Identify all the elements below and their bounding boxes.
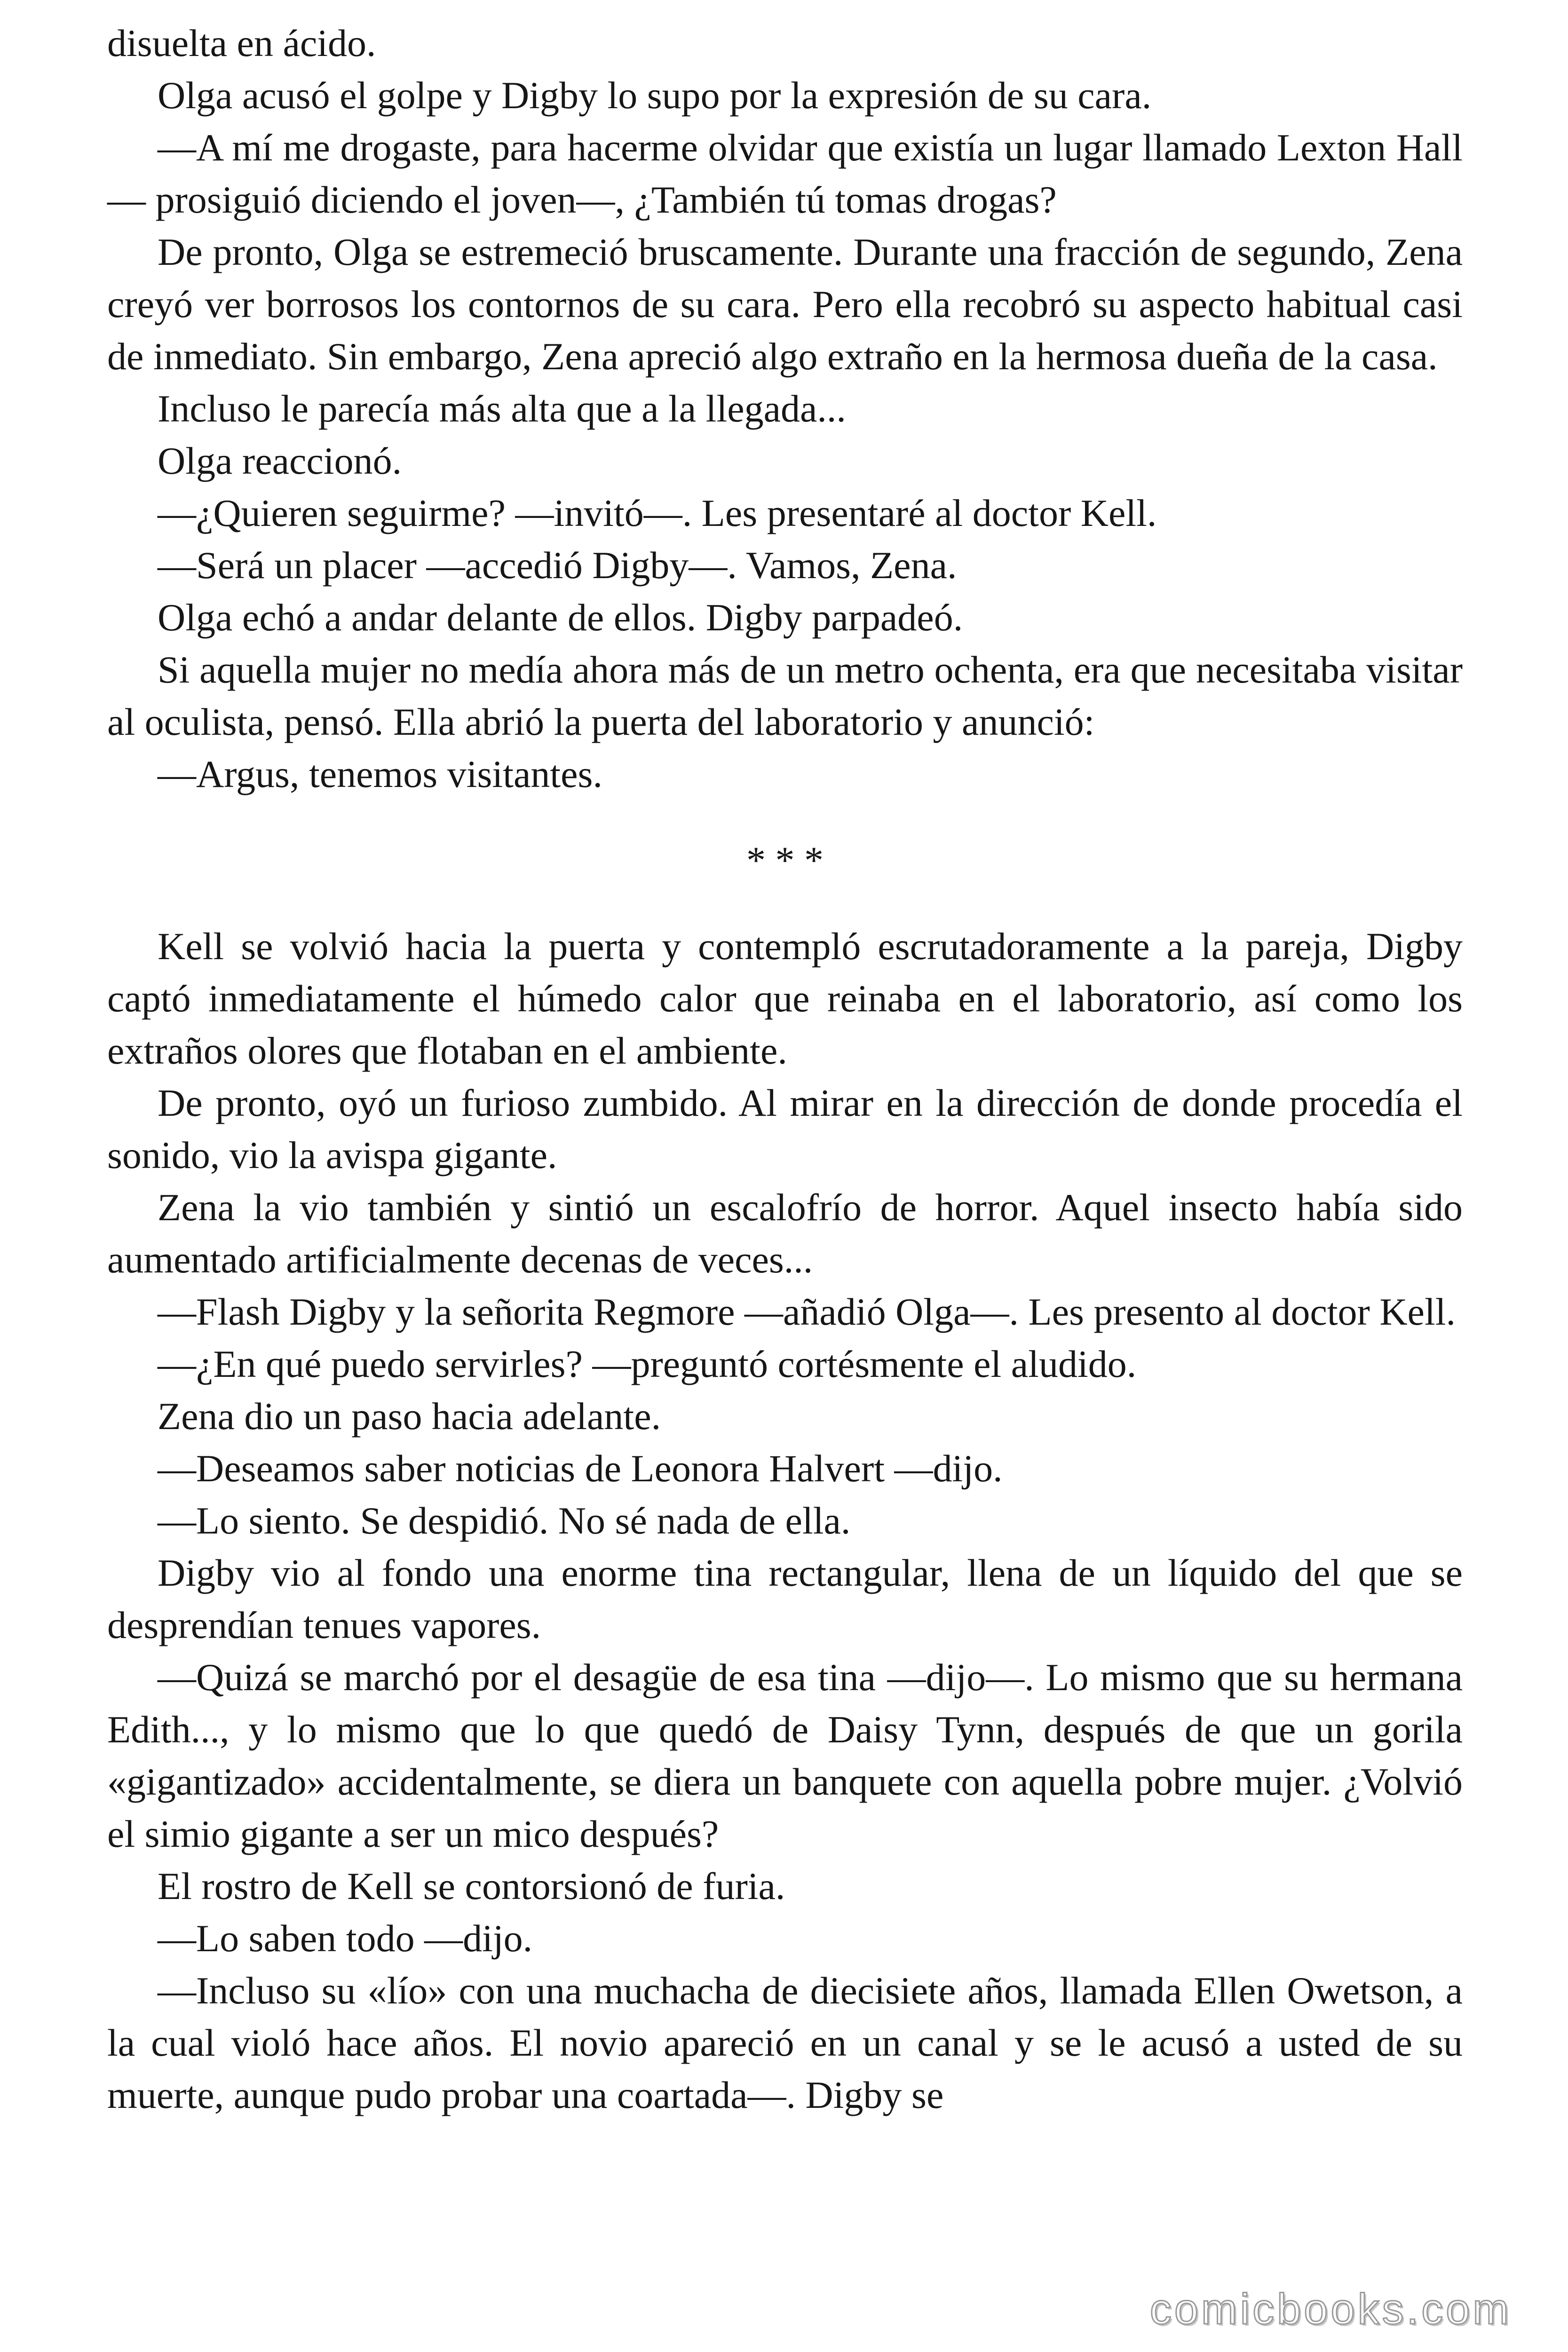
paragraph: Zena la vio también y sintió un escalofrío de horror. Aquel insecto había sido aumentado artificialmente decenas de veces... xyxy=(107,1186,1463,1281)
paragraph: Olga acusó el golpe y Digby lo supo por la expresión de su cara. xyxy=(158,74,1152,117)
paragraph: Olga reaccionó. xyxy=(158,439,402,482)
paragraph: —Será un placer —accedió Digby—. Vamos, Zena. xyxy=(158,544,957,587)
paragraph: —Lo siento. Se despidió. No sé nada de ella. xyxy=(158,1499,851,1542)
paragraph: —Quizá se marchó por el desagüe de esa tina —dijo—. Lo mismo que su hermana Edith..., y lo mismo que lo que quedó de Daisy Tynn, después de que un gorila «gigantizado» accidentalmente, se diera un banquete con aquella pobre mujer. ¿Volvió el simio gigante a ser un mico después? xyxy=(107,1656,1463,1855)
text-block-bottom xyxy=(107,920,1463,2121)
paragraph: disuelta en ácido. xyxy=(107,22,376,64)
paragraph: —A mí me drogaste, para hacerme olvidar que existía un lugar llamado Lexton Hall — prosiguió diciendo el joven—, ¿También tú tomas drogas? xyxy=(107,126,1463,221)
paragraph: Olga echó a andar delante de ellos. Digby parpadeó. xyxy=(158,596,963,639)
paragraph: Kell se volvió hacia la puerta y contempló escrutadoramente a la pareja, Digby captó inmediatamente el húmedo calor que reinaba en el laboratorio, así como los extraños olores que flotaban en el ambiente. xyxy=(107,925,1463,1072)
paragraph: —¿En qué puedo servirles? —preguntó cortésmente el aludido. xyxy=(158,1343,1137,1385)
paragraph: Zena dio un paso hacia adelante. xyxy=(158,1395,661,1438)
page-body xyxy=(107,17,1463,2121)
watermark-logo: comicbooks.com xyxy=(1149,2285,1512,2333)
paragraph: —Incluso su «lío» con una muchacha de diecisiete años, llamada Ellen Owetson, a la cual violó hace años. El novio apareció en un canal y se le acusó a usted de su muerte, aunque pudo probar una coartada—. Digby se xyxy=(107,1969,1463,2116)
paragraph: Incluso le parecía más alta que a la llegada... xyxy=(158,387,846,430)
paragraph: De pronto, oyó un furioso zumbido. Al mirar en la dirección de donde procedía el sonido, vio la avispa gigante. xyxy=(107,1081,1463,1176)
paragraph: Digby vio al fondo una enorme tina rectangular, llena de un líquido del que se desprendían tenues vapores. xyxy=(107,1551,1463,1646)
paragraph: —Lo saben todo —dijo. xyxy=(158,1917,533,1960)
paragraph: —Deseamos saber noticias de Leonora Halvert —dijo. xyxy=(158,1447,1003,1490)
paragraph: —¿Quieren seguirme? —invitó—. Les presentaré al doctor Kell. xyxy=(158,492,1157,534)
paragraph: El rostro de Kell se contorsionó de furia. xyxy=(158,1865,785,1907)
text-block-top xyxy=(107,17,1463,800)
paragraph: —Argus, tenemos visitantes. xyxy=(158,753,602,795)
paragraph: Si aquella mujer no medía ahora más de un metro ochenta, era que necesitaba visitar al oculista, pensó. Ella abrió la puerta del laboratorio y anunció: xyxy=(107,648,1463,743)
scene-separator: * * * xyxy=(746,839,824,882)
paragraph: De pronto, Olga se estremeció bruscamente. Durante una fracción de segundo, Zena creyó ver borrosos los contornos de su cara. Pero ella recobró su aspecto habitual casi de inmediato. Sin embargo, Zena apreció algo extraño en la hermosa dueña de la casa. xyxy=(107,230,1463,378)
paragraph: —Flash Digby y la señorita Regmore —añadió Olga—. Les presento al doctor Kell. xyxy=(158,1290,1456,1333)
